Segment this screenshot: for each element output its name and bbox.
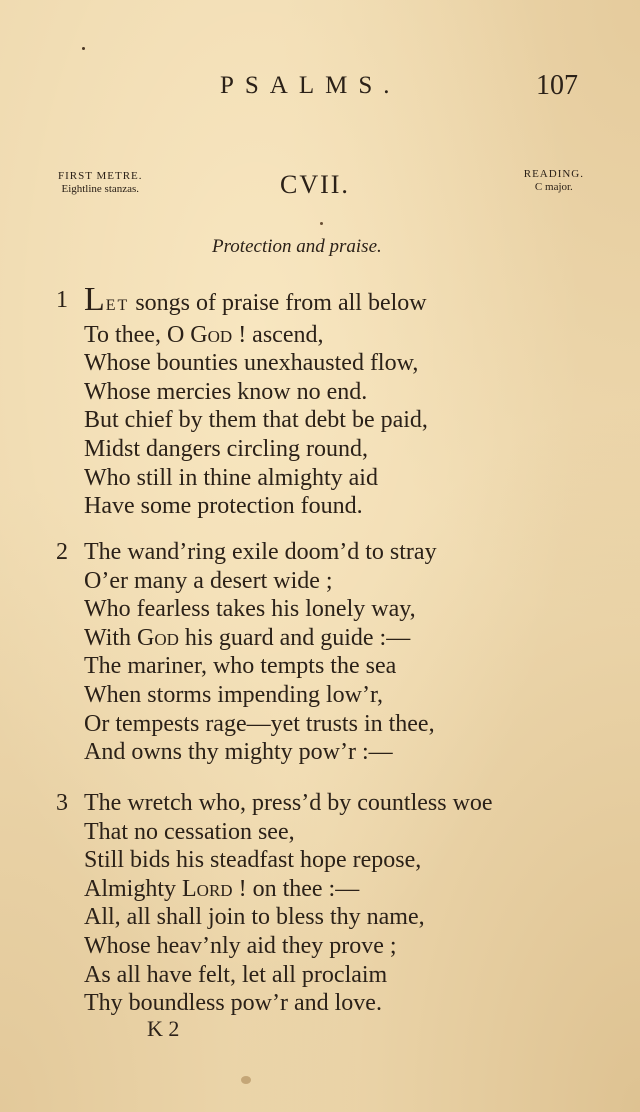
verse-line: As all have felt, let all proclaim xyxy=(84,961,388,988)
stanza xyxy=(56,789,493,1018)
verse-line xyxy=(84,624,437,653)
verse-line: Whose bounties unexhausted flow, xyxy=(84,350,419,377)
verse-line-text: ! on thee :— xyxy=(232,875,360,902)
stanza-number: 3 xyxy=(56,790,68,816)
verse-line: But chief by them that debt be paid, xyxy=(84,407,428,434)
small-caps-opening: ET xyxy=(105,297,130,314)
verse-line: Who still in thine almighty aid xyxy=(84,464,378,491)
verse-line: That no cessation see, xyxy=(84,818,295,845)
verse-line: Midst dangers circling round, xyxy=(84,435,368,462)
verse-line: When storms impending low’r, xyxy=(84,681,383,708)
verse-line-text: his guard and guide :— xyxy=(178,624,411,651)
divine-name: God xyxy=(137,624,179,651)
stanza xyxy=(56,538,437,767)
verse-line: O’er many a desert wide ; xyxy=(84,567,333,594)
reading-note xyxy=(524,168,584,194)
verse-line: Who fearless takes his lonely way, xyxy=(84,596,416,623)
page-number: 107 xyxy=(536,70,578,101)
ink-speck xyxy=(82,47,85,50)
verse-line-text: ! ascend, xyxy=(232,321,324,348)
verse-line-text: With xyxy=(84,624,138,651)
verse-line-text: songs of praise from all below xyxy=(129,290,427,316)
verse-line: And owns thy mighty pow’r :— xyxy=(84,739,393,766)
divine-name: Lord xyxy=(182,875,233,902)
divine-name: God xyxy=(190,321,233,348)
verse-line: Thy boundless pow’r and love. xyxy=(84,990,382,1017)
verse-line: Still bids his steadfast hope repose, xyxy=(84,847,422,874)
verse-line: The wretch who, press’d by countless woe xyxy=(84,790,493,816)
verse-line-text: Almighty xyxy=(84,875,183,902)
signature-mark: K 2 xyxy=(147,1016,180,1041)
ornament-dot xyxy=(320,222,323,225)
psalm-subtitle: Protection and praise. xyxy=(212,236,382,257)
stanza-form: Eightline stanzas. xyxy=(61,183,140,195)
stanza xyxy=(56,281,428,521)
verse-line xyxy=(84,321,428,350)
verse-line: Have some protection found. xyxy=(84,493,363,520)
verse-line: All, all shall join to bless thy name, xyxy=(84,904,425,931)
verse-line: The mariner, who tempts the sea xyxy=(84,653,397,680)
key-signature: C major. xyxy=(534,181,573,193)
psalm-number: CVII. xyxy=(280,170,350,199)
drop-cap: L xyxy=(84,281,106,318)
paper-stain xyxy=(241,1076,251,1084)
running-head: PSALMS. xyxy=(220,72,401,99)
verse-line-text: To thee, O xyxy=(84,321,191,348)
verse-line: The wand’ring exile doom’d to stray xyxy=(84,539,437,565)
reading-label: READING. xyxy=(523,168,584,180)
verse-line xyxy=(84,875,493,904)
verse-line xyxy=(84,281,428,321)
verse-line: Or tempests rage—yet trusts in thee, xyxy=(84,710,435,737)
metre-note xyxy=(58,170,143,196)
stanza-number: 2 xyxy=(56,539,68,565)
stanza-number: 1 xyxy=(56,287,68,313)
verse-line: Whose heav’nly aid they prove ; xyxy=(84,932,397,959)
metre-label: FIRST METRE. xyxy=(58,170,143,182)
verse-line: Whose mercies know no end. xyxy=(84,378,368,405)
